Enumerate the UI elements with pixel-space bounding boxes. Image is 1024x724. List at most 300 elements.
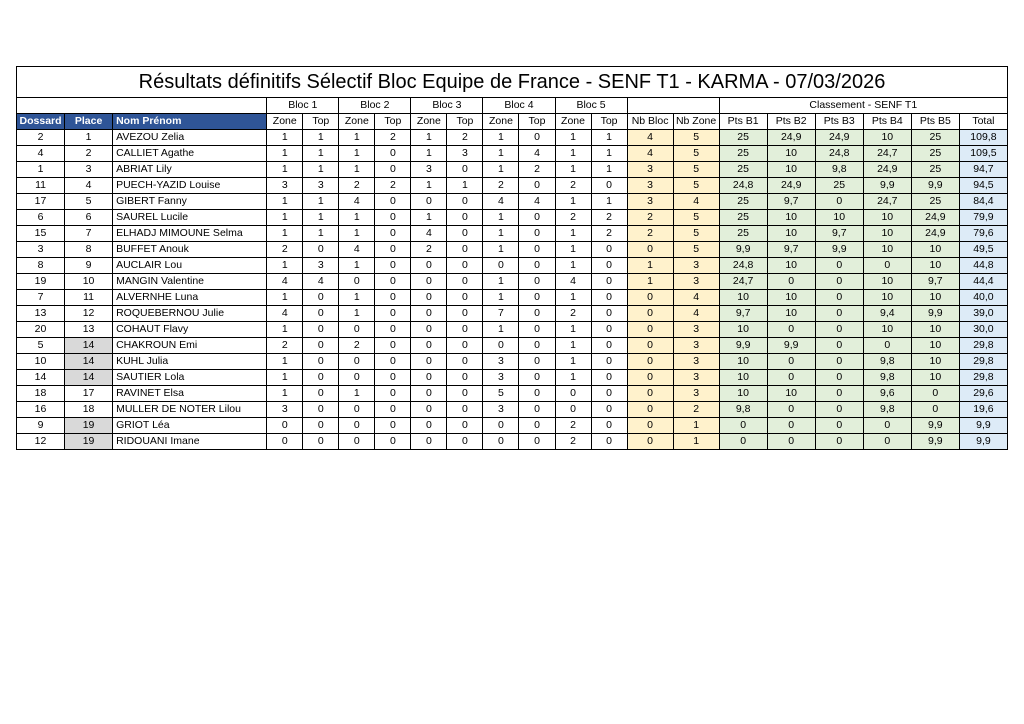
cell-zone: 1 <box>267 290 303 306</box>
cell-top: 0 <box>375 338 411 354</box>
cell-pts-b2: 9,7 <box>767 242 815 258</box>
cell-pts-b3: 0 <box>815 402 863 418</box>
cell-top: 0 <box>591 370 627 386</box>
cell-dossard: 13 <box>17 306 65 322</box>
cell-zone: 0 <box>411 290 447 306</box>
table-row <box>17 306 1008 322</box>
cell-zone: 1 <box>483 210 519 226</box>
cell-pts-b4: 0 <box>863 338 911 354</box>
col-top: Top <box>447 114 483 130</box>
col-zone: Zone <box>555 114 591 130</box>
results-table <box>16 97 1008 450</box>
cell-top: 0 <box>375 418 411 434</box>
cell-zone: 0 <box>267 434 303 450</box>
cell-zone: 1 <box>483 130 519 146</box>
table-row <box>17 354 1008 370</box>
cell-zone: 0 <box>555 386 591 402</box>
cell-zone: 1 <box>555 146 591 162</box>
cell-zone: 1 <box>267 322 303 338</box>
bloc-header: Bloc 3 <box>411 98 483 114</box>
cell-top: 0 <box>591 338 627 354</box>
cell-total: 94,5 <box>959 178 1007 194</box>
cell-pts-b5: 24,9 <box>911 226 959 242</box>
cell-place: 4 <box>65 178 113 194</box>
cell-top: 0 <box>519 242 555 258</box>
cell-top: 0 <box>447 322 483 338</box>
cell-top: 0 <box>447 162 483 178</box>
cell-zone: 3 <box>483 402 519 418</box>
cell-nb-zone: 4 <box>673 290 719 306</box>
cell-nb-bloc: 2 <box>627 226 673 242</box>
cell-zone: 4 <box>339 194 375 210</box>
cell-pts-b3: 0 <box>815 370 863 386</box>
cell-top: 1 <box>303 146 339 162</box>
cell-pts-b5: 0 <box>911 386 959 402</box>
cell-zone: 2 <box>483 178 519 194</box>
cell-pts-b2: 10 <box>767 290 815 306</box>
classement-header: Classement - SENF T1 <box>719 98 1007 114</box>
cell-zone: 1 <box>555 338 591 354</box>
cell-pts-b1: 25 <box>719 162 767 178</box>
cell-zone: 1 <box>339 130 375 146</box>
cell-zone: 1 <box>267 258 303 274</box>
cell-pts-b4: 10 <box>863 130 911 146</box>
cell-place: 6 <box>65 210 113 226</box>
cell-pts-b2: 10 <box>767 210 815 226</box>
cell-top: 0 <box>591 354 627 370</box>
cell-nom: CHAKROUN Emi <box>113 338 267 354</box>
cell-pts-b2: 24,9 <box>767 178 815 194</box>
cell-top: 0 <box>375 386 411 402</box>
cell-nb-zone: 5 <box>673 178 719 194</box>
cell-total: 29,6 <box>959 386 1007 402</box>
cell-dossard: 7 <box>17 290 65 306</box>
cell-top: 2 <box>591 226 627 242</box>
cell-zone: 0 <box>339 402 375 418</box>
cell-pts-b3: 0 <box>815 290 863 306</box>
cell-top: 1 <box>447 178 483 194</box>
cell-pts-b3: 24,9 <box>815 130 863 146</box>
cell-zone: 0 <box>411 370 447 386</box>
cell-top: 0 <box>447 274 483 290</box>
cell-total: 79,9 <box>959 210 1007 226</box>
cell-nom: RIDOUANI Imane <box>113 434 267 450</box>
cell-zone: 1 <box>555 130 591 146</box>
cell-top: 0 <box>375 226 411 242</box>
bloc-header: Bloc 5 <box>555 98 627 114</box>
cell-pts-b1: 25 <box>719 130 767 146</box>
cell-pts-b2: 0 <box>767 322 815 338</box>
cell-nb-zone: 2 <box>673 402 719 418</box>
cell-nom: BUFFET Anouk <box>113 242 267 258</box>
cell-pts-b2: 10 <box>767 306 815 322</box>
header-row-groups <box>17 98 1008 114</box>
cell-nb-bloc: 3 <box>627 178 673 194</box>
cell-nom: GRIOT Léa <box>113 418 267 434</box>
cell-zone: 2 <box>555 178 591 194</box>
cell-top: 0 <box>591 274 627 290</box>
col-pts-b2: Pts B2 <box>767 114 815 130</box>
cell-place: 19 <box>65 418 113 434</box>
header-row-columns <box>17 114 1008 130</box>
cell-pts-b1: 25 <box>719 226 767 242</box>
cell-top: 0 <box>447 258 483 274</box>
cell-dossard: 17 <box>17 194 65 210</box>
cell-top: 0 <box>591 242 627 258</box>
cell-top: 0 <box>303 306 339 322</box>
cell-pts-b2: 9,7 <box>767 194 815 210</box>
cell-place: 14 <box>65 354 113 370</box>
cell-top: 0 <box>303 322 339 338</box>
cell-total: 29,8 <box>959 354 1007 370</box>
cell-place: 18 <box>65 402 113 418</box>
cell-nom: RAVINET Elsa <box>113 386 267 402</box>
cell-nb-bloc: 0 <box>627 242 673 258</box>
cell-zone: 2 <box>267 242 303 258</box>
cell-pts-b5: 10 <box>911 370 959 386</box>
cell-zone: 3 <box>483 370 519 386</box>
cell-top: 0 <box>447 402 483 418</box>
cell-nb-zone: 3 <box>673 370 719 386</box>
cell-nom: AVEZOU Zelia <box>113 130 267 146</box>
cell-pts-b1: 10 <box>719 370 767 386</box>
cell-zone: 4 <box>267 274 303 290</box>
cell-top: 1 <box>591 194 627 210</box>
cell-total: 44,8 <box>959 258 1007 274</box>
bloc-header: Bloc 2 <box>339 98 411 114</box>
cell-pts-b3: 0 <box>815 386 863 402</box>
cell-zone: 0 <box>483 338 519 354</box>
cell-pts-b4: 10 <box>863 290 911 306</box>
cell-top: 0 <box>519 178 555 194</box>
cell-top: 0 <box>375 258 411 274</box>
cell-pts-b1: 10 <box>719 322 767 338</box>
cell-zone: 1 <box>555 226 591 242</box>
cell-top: 0 <box>447 354 483 370</box>
cell-zone: 0 <box>339 370 375 386</box>
cell-top: 2 <box>375 130 411 146</box>
table-row <box>17 338 1008 354</box>
cell-zone: 1 <box>555 258 591 274</box>
cell-total: 9,9 <box>959 434 1007 450</box>
cell-top: 0 <box>375 194 411 210</box>
col-pts-b5: Pts B5 <box>911 114 959 130</box>
cell-top: 0 <box>591 386 627 402</box>
cell-top: 0 <box>447 370 483 386</box>
cell-zone: 3 <box>411 162 447 178</box>
cell-pts-b1: 9,9 <box>719 338 767 354</box>
cell-nom: AUCLAIR Lou <box>113 258 267 274</box>
cell-dossard: 14 <box>17 370 65 386</box>
col-top: Top <box>303 114 339 130</box>
table-row <box>17 178 1008 194</box>
cell-top: 0 <box>591 306 627 322</box>
cell-total: 84,4 <box>959 194 1007 210</box>
cell-top: 0 <box>519 210 555 226</box>
cell-top: 0 <box>519 306 555 322</box>
cell-nb-zone: 1 <box>673 418 719 434</box>
cell-place: 5 <box>65 194 113 210</box>
cell-dossard: 1 <box>17 162 65 178</box>
cell-top: 0 <box>591 402 627 418</box>
cell-zone: 1 <box>267 354 303 370</box>
cell-zone: 2 <box>339 178 375 194</box>
cell-nom: CALLIET Agathe <box>113 146 267 162</box>
cell-zone: 1 <box>555 290 591 306</box>
cell-pts-b4: 9,9 <box>863 178 911 194</box>
table-row <box>17 162 1008 178</box>
cell-pts-b3: 0 <box>815 338 863 354</box>
cell-pts-b5: 10 <box>911 258 959 274</box>
cell-top: 0 <box>375 354 411 370</box>
cell-pts-b5: 25 <box>911 194 959 210</box>
table-row <box>17 290 1008 306</box>
cell-top: 0 <box>519 370 555 386</box>
cell-pts-b5: 10 <box>911 322 959 338</box>
cell-zone: 0 <box>411 322 447 338</box>
cell-top: 4 <box>519 194 555 210</box>
header-blank <box>17 98 267 114</box>
cell-nb-zone: 5 <box>673 162 719 178</box>
col-place: Place <box>65 114 113 130</box>
table-row <box>17 386 1008 402</box>
cell-dossard: 18 <box>17 386 65 402</box>
cell-nb-zone: 3 <box>673 354 719 370</box>
cell-nb-zone: 3 <box>673 322 719 338</box>
cell-pts-b1: 25 <box>719 194 767 210</box>
cell-top: 2 <box>447 130 483 146</box>
cell-pts-b4: 10 <box>863 322 911 338</box>
cell-zone: 1 <box>339 210 375 226</box>
cell-top: 0 <box>519 386 555 402</box>
col-top: Top <box>519 114 555 130</box>
cell-nom: ELHADJ MIMOUNE Selma <box>113 226 267 242</box>
cell-pts-b4: 0 <box>863 418 911 434</box>
col-pts-b3: Pts B3 <box>815 114 863 130</box>
cell-pts-b1: 24,8 <box>719 178 767 194</box>
cell-zone: 1 <box>267 386 303 402</box>
cell-top: 4 <box>303 274 339 290</box>
cell-nb-bloc: 4 <box>627 146 673 162</box>
cell-zone: 0 <box>411 354 447 370</box>
cell-pts-b3: 0 <box>815 258 863 274</box>
cell-nb-bloc: 3 <box>627 194 673 210</box>
cell-nb-zone: 3 <box>673 386 719 402</box>
cell-zone: 0 <box>483 258 519 274</box>
cell-zone: 4 <box>483 194 519 210</box>
cell-place: 12 <box>65 306 113 322</box>
cell-top: 0 <box>375 146 411 162</box>
cell-pts-b1: 25 <box>719 146 767 162</box>
cell-pts-b3: 9,7 <box>815 226 863 242</box>
cell-top: 0 <box>519 338 555 354</box>
cell-pts-b1: 25 <box>719 210 767 226</box>
cell-nom: MULLER DE NOTER Lilou <box>113 402 267 418</box>
cell-top: 0 <box>447 306 483 322</box>
table-row <box>17 210 1008 226</box>
cell-top: 0 <box>375 306 411 322</box>
cell-place: 17 <box>65 386 113 402</box>
cell-total: 30,0 <box>959 322 1007 338</box>
cell-dossard: 15 <box>17 226 65 242</box>
cell-pts-b2: 9,9 <box>767 338 815 354</box>
cell-zone: 4 <box>555 274 591 290</box>
cell-nom: ABRIAT Lily <box>113 162 267 178</box>
cell-zone: 0 <box>411 338 447 354</box>
cell-zone: 0 <box>339 322 375 338</box>
cell-zone: 1 <box>339 306 375 322</box>
cell-pts-b1: 9,8 <box>719 402 767 418</box>
cell-top: 0 <box>375 274 411 290</box>
cell-nb-bloc: 0 <box>627 306 673 322</box>
cell-zone: 4 <box>411 226 447 242</box>
cell-pts-b5: 10 <box>911 354 959 370</box>
table-row <box>17 226 1008 242</box>
cell-top: 3 <box>447 146 483 162</box>
table-row <box>17 322 1008 338</box>
cell-dossard: 3 <box>17 242 65 258</box>
cell-top: 0 <box>303 354 339 370</box>
cell-pts-b1: 24,8 <box>719 258 767 274</box>
table-row <box>17 130 1008 146</box>
cell-total: 39,0 <box>959 306 1007 322</box>
cell-nb-bloc: 0 <box>627 402 673 418</box>
cell-zone: 1 <box>411 210 447 226</box>
cell-top: 0 <box>303 338 339 354</box>
cell-nb-bloc: 1 <box>627 274 673 290</box>
cell-top: 1 <box>591 146 627 162</box>
cell-zone: 0 <box>411 434 447 450</box>
cell-nb-zone: 5 <box>673 146 719 162</box>
cell-place: 19 <box>65 434 113 450</box>
cell-top: 0 <box>519 402 555 418</box>
cell-top: 0 <box>375 370 411 386</box>
cell-zone: 1 <box>483 146 519 162</box>
cell-pts-b3: 25 <box>815 178 863 194</box>
cell-pts-b5: 9,9 <box>911 418 959 434</box>
cell-top: 0 <box>591 434 627 450</box>
cell-zone: 1 <box>555 242 591 258</box>
cell-dossard: 5 <box>17 338 65 354</box>
cell-top: 0 <box>375 322 411 338</box>
cell-zone: 1 <box>483 226 519 242</box>
cell-pts-b5: 25 <box>911 162 959 178</box>
cell-zone: 0 <box>411 306 447 322</box>
cell-total: 29,8 <box>959 370 1007 386</box>
cell-top: 0 <box>447 194 483 210</box>
cell-zone: 1 <box>339 386 375 402</box>
cell-pts-b5: 10 <box>911 338 959 354</box>
cell-zone: 1 <box>339 162 375 178</box>
cell-dossard: 2 <box>17 130 65 146</box>
cell-top: 0 <box>303 290 339 306</box>
cell-pts-b3: 0 <box>815 418 863 434</box>
cell-zone: 2 <box>339 338 375 354</box>
cell-zone: 2 <box>267 338 303 354</box>
cell-zone: 1 <box>555 322 591 338</box>
cell-pts-b4: 0 <box>863 434 911 450</box>
cell-nb-zone: 5 <box>673 210 719 226</box>
cell-zone: 1 <box>339 226 375 242</box>
cell-pts-b3: 0 <box>815 194 863 210</box>
cell-nom: KUHL Julia <box>113 354 267 370</box>
cell-top: 4 <box>519 146 555 162</box>
cell-zone: 1 <box>411 178 447 194</box>
table-row <box>17 434 1008 450</box>
cell-place: 14 <box>65 370 113 386</box>
cell-top: 0 <box>303 402 339 418</box>
cell-top: 0 <box>519 354 555 370</box>
cell-top: 0 <box>519 130 555 146</box>
cell-top: 0 <box>591 290 627 306</box>
col-nb-bloc: Nb Bloc <box>627 114 673 130</box>
cell-zone: 4 <box>339 242 375 258</box>
cell-top: 0 <box>591 178 627 194</box>
cell-place: 13 <box>65 322 113 338</box>
cell-top: 1 <box>303 210 339 226</box>
cell-zone: 3 <box>483 354 519 370</box>
cell-place: 9 <box>65 258 113 274</box>
cell-zone: 1 <box>411 146 447 162</box>
cell-top: 0 <box>591 322 627 338</box>
cell-top: 0 <box>303 418 339 434</box>
cell-top: 2 <box>519 162 555 178</box>
cell-pts-b1: 10 <box>719 290 767 306</box>
cell-pts-b5: 9,7 <box>911 274 959 290</box>
cell-top: 1 <box>303 226 339 242</box>
cell-zone: 0 <box>339 354 375 370</box>
cell-pts-b3: 0 <box>815 322 863 338</box>
cell-pts-b1: 9,9 <box>719 242 767 258</box>
header-blank <box>627 98 719 114</box>
cell-top: 0 <box>519 434 555 450</box>
table-row <box>17 194 1008 210</box>
cell-pts-b5: 25 <box>911 146 959 162</box>
cell-top: 0 <box>375 242 411 258</box>
cell-zone: 0 <box>411 386 447 402</box>
cell-dossard: 12 <box>17 434 65 450</box>
cell-pts-b5: 9,9 <box>911 306 959 322</box>
cell-zone: 1 <box>483 162 519 178</box>
cell-zone: 1 <box>267 130 303 146</box>
cell-zone: 2 <box>555 434 591 450</box>
cell-zone: 1 <box>555 194 591 210</box>
cell-nb-bloc: 4 <box>627 130 673 146</box>
bloc-header: Bloc 4 <box>483 98 555 114</box>
cell-pts-b2: 10 <box>767 226 815 242</box>
cell-zone: 2 <box>555 418 591 434</box>
cell-dossard: 9 <box>17 418 65 434</box>
cell-zone: 2 <box>555 306 591 322</box>
cell-top: 0 <box>303 370 339 386</box>
cell-pts-b2: 24,9 <box>767 130 815 146</box>
cell-top: 2 <box>375 178 411 194</box>
cell-nb-zone: 5 <box>673 130 719 146</box>
cell-pts-b4: 24,9 <box>863 162 911 178</box>
cell-pts-b4: 9,6 <box>863 386 911 402</box>
cell-pts-b5: 10 <box>911 242 959 258</box>
cell-pts-b3: 9,8 <box>815 162 863 178</box>
cell-nb-bloc: 2 <box>627 210 673 226</box>
cell-dossard: 11 <box>17 178 65 194</box>
cell-zone: 1 <box>267 194 303 210</box>
cell-dossard: 16 <box>17 402 65 418</box>
cell-dossard: 10 <box>17 354 65 370</box>
cell-pts-b2: 0 <box>767 274 815 290</box>
cell-top: 2 <box>591 210 627 226</box>
cell-nom: ALVERNHE Luna <box>113 290 267 306</box>
cell-zone: 3 <box>267 402 303 418</box>
